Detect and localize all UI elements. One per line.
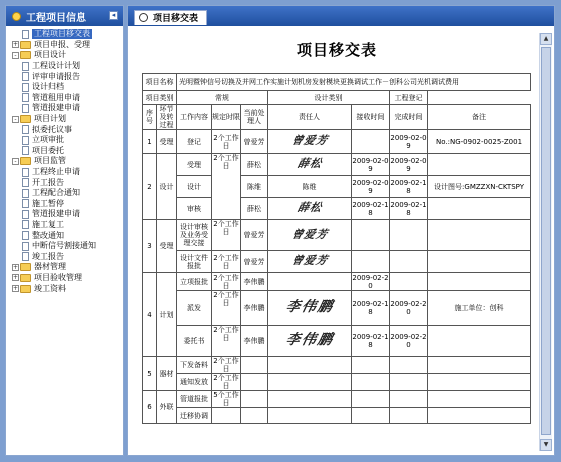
tree-item[interactable] [6,124,123,135]
collapse-toggle-icon[interactable]: - [12,52,19,59]
cell-person [268,374,352,391]
tree-item-label: 管道报建申请 [32,103,80,113]
transfer-form-table [142,73,531,424]
cell-remark: 设计图号:GMZZXN-CKTSPY [428,176,531,198]
cell-current: 李伟鹏 [241,326,268,357]
cell-recv: 2009-02-18 [352,326,390,357]
cell-limit: 2个工作日 [212,291,241,326]
tree-item-label: 项目验收管理 [34,272,82,282]
cell-limit: 2个工作日 [213,374,239,390]
signature-cell [268,130,352,154]
table-row [143,408,531,424]
doc-icon [22,210,29,219]
table-row [143,273,531,291]
tree-folder[interactable] [6,273,123,284]
doc-icon [22,136,29,145]
cell-done [390,391,428,408]
cell-link: 计划 [157,273,177,357]
table-row [143,326,531,357]
doc-icon [22,199,29,208]
cell-remark: 施工单位：创科 [428,291,531,326]
left-panel-title: 工程项目信息 [26,12,86,24]
tree-item-label: 管道报建申请 [32,209,80,219]
cell-work: 登记 [177,130,212,154]
project-name-value: 光明暨钟信号切换及并网工作实施计划机房发射模块更换调试工作－创科公司光机调试费用 [177,74,531,91]
cell-work: 审核 [177,198,212,220]
signature: 曾爱芳 [290,254,329,267]
tree-item-label: 开工报告 [32,177,64,187]
left-panel [5,5,124,456]
tree-item[interactable] [6,167,123,178]
signature: 薛松 [296,157,323,170]
signature: 曾爱芳 [290,134,329,147]
cell-current: 李伟鹏 [241,291,268,326]
tree-item-label: 项目申报、受理 [34,39,90,49]
tree-item-label: 项目委托 [32,145,64,155]
cell-link: 设计 [157,154,177,220]
cell-current: 曾爱芳 [241,130,268,154]
project-name-label: 项目名称 [143,74,177,91]
cell-limit: 2个工作日 [212,154,241,220]
tree-item[interactable] [6,209,123,220]
cell-done: 2009-02-20 [390,291,428,326]
tab-project-transfer[interactable] [134,10,207,25]
table-row [143,91,531,105]
expand-toggle-icon[interactable]: + [13,41,19,49]
cell-current [241,357,268,374]
cell-work: 受理 [177,154,212,176]
cell-remark [428,273,531,291]
tab-label: 项目移交表 [153,14,199,24]
signature-cell [268,251,352,273]
cell-current [241,391,268,408]
header-work: 工作内容 [177,105,212,130]
tree-item-label: 中断信号割接通知 [32,241,96,251]
tree-item[interactable] [6,220,123,231]
cell-done [390,251,428,273]
table-row [143,220,531,251]
cell-done: 2009-02-18 [390,176,428,198]
tree-item-label: 项目设计 [34,50,66,60]
table-row [143,176,531,198]
signature: 曾爱芳 [290,227,329,241]
cell-remark [428,198,531,220]
cell-recv [352,251,390,273]
cell-done [390,408,428,424]
cell-recv: 2009-02-09 [352,176,390,198]
left-panel-header [6,6,123,26]
tree-item[interactable] [6,199,123,210]
doc-icon [22,178,29,187]
tree-item[interactable] [6,71,123,82]
cell-seq: 4 [143,273,157,357]
cell-link: 受理 [157,220,177,273]
header-register: 工程登记 [390,91,428,105]
cell-seq: 2 [143,154,157,220]
tree-item-label: 器材管理 [34,262,66,272]
doc-icon [22,220,29,229]
right-panel [127,5,555,456]
header-limit: 规定时限 [212,105,241,130]
signature: 李伟鹏 [283,332,336,348]
tree-item[interactable] [6,146,123,157]
doc-icon [22,146,29,155]
header-design-type: 设计类别 [268,91,390,105]
cell-person [268,408,352,424]
vertical-scrollbar[interactable] [539,33,552,451]
tree-folder[interactable] [6,156,123,167]
header-recv-time: 接收时间 [352,105,390,130]
tree-item-label: 拟委托议事 [32,124,72,134]
table-row [143,291,531,326]
tree-item[interactable] [6,82,123,93]
tree-item[interactable] [6,93,123,104]
folder-icon [20,41,31,49]
cell-recv: 2009-02-18 [352,291,390,326]
table-row [143,374,531,391]
scroll-thumb[interactable] [541,47,551,435]
doc-icon [22,189,29,198]
project-tree [6,26,123,294]
cell-remark [428,391,531,408]
document-title: 项目移交表 [296,41,377,59]
cell-recv [352,357,390,374]
table-row [143,105,531,130]
cell-current: 李伟鹏 [241,273,268,291]
cell-recv [352,130,390,154]
cell-work: 委托书 [177,326,212,357]
expand-toggle-icon[interactable]: + [13,263,19,271]
cell-remark [428,326,531,357]
cell-person [268,391,352,408]
cell-work: 迁移协调 [177,408,212,424]
tree-item[interactable] [6,61,123,72]
tree-item-label: 竣工资料 [34,283,66,293]
cell-work: 设计审核及业务受理交接 [177,220,212,251]
tree-item[interactable] [6,251,123,262]
tree-item-label: 设计归档 [32,82,64,92]
tree-folder[interactable] [6,262,123,273]
doc-icon [22,72,29,81]
cell-limit: 2个工作日 [212,326,241,357]
header-category: 项目类别 [143,91,177,105]
collapse-icon[interactable]: ◂ [109,11,118,20]
folder-icon [20,51,31,59]
cell-current [241,374,268,391]
header-done-time: 完成时间 [390,105,428,130]
cell-done: 2009-02-09 [390,154,428,176]
table-row [143,154,531,176]
doc-icon [22,252,29,261]
scroll-down-icon[interactable]: ▼ [540,439,552,451]
header-current: 当前处理人 [241,105,268,130]
tree-item[interactable] [6,29,123,40]
tree-folder[interactable] [6,50,123,61]
tree-item-label: 施工复工 [32,219,64,229]
tree-item-label: 工程项目移交表 [34,29,90,39]
right-panel-header [128,6,554,26]
table-row [143,198,531,220]
signature-cell [268,220,352,251]
cell-seq: 3 [143,220,157,273]
tree-item-label: 管道租用申请 [32,92,80,102]
cell-current: 曾爱芳 [241,251,268,273]
cell-done [390,220,428,251]
cell-link: 器材 [157,357,177,391]
tree-item-label: 整改通知 [32,230,64,240]
expand-toggle-icon[interactable]: + [13,285,19,293]
cell-work: 管道报批 [177,391,212,408]
header-remark: 备注 [428,105,531,130]
cell-done: 2009-02-20 [390,326,428,357]
table-row [143,251,531,273]
cell-current [241,408,268,424]
table-row [143,391,531,408]
cell-recv: 2009-02-09 [352,154,390,176]
table-row [143,357,531,374]
cell-remark [428,251,531,273]
tree-item-label: 竣工报告 [32,251,64,261]
cell-remark [428,408,531,424]
tree-folder[interactable] [6,40,123,51]
doc-icon [22,104,29,113]
cell-limit: 2个工作日 [212,220,241,251]
cell-limit: 5个工作日 [213,391,239,407]
cell-limit: 2个工作日 [212,251,241,273]
cell-recv [352,220,390,251]
cell-seq: 6 [143,391,157,424]
collapse-toggle-icon[interactable]: - [12,158,19,165]
cell-recv [352,374,390,391]
cell-link: 受理 [157,130,177,154]
cell-limit: 2个工作日 [212,130,241,154]
tree-item-label: 工程终止申请 [32,167,80,177]
tree-item-label: 工程配合通知 [32,188,80,198]
collapse-toggle-icon[interactable]: - [12,116,19,123]
header-seq: 序号 [143,105,157,130]
cell-current: 陈维 [241,176,268,198]
cell-person [268,273,352,291]
cell-limit: 2个工作日 [213,357,239,373]
cell-done [390,357,428,374]
tree-item-label: 工程设计计划 [32,61,80,71]
tab-icon [139,13,148,22]
document-view [136,33,538,451]
tree-folder[interactable] [6,114,123,125]
signature-cell [268,154,352,176]
cell-remark [428,220,531,251]
cell-remark [428,357,531,374]
cell-seq: 5 [143,357,157,391]
cell-current: 薛松 [241,198,268,220]
tree-item[interactable] [6,241,123,252]
cell-link: 外联 [157,391,177,424]
tree-item[interactable] [6,230,123,241]
table-row [143,74,531,91]
cell-recv: 2009-02-18 [352,198,390,220]
cell-done [390,273,428,291]
doc-icon [22,93,29,102]
cell-done: 2009-02-18 [390,198,428,220]
cell-recv [352,408,390,424]
cell-person [268,357,352,374]
cell-work: 立项报批 [177,273,212,291]
cell-done [390,374,428,391]
doc-icon [22,125,29,134]
tree-item-label: 施工暂停 [32,198,64,208]
folder-icon [20,274,31,282]
tree-item-label: 项目监管 [34,156,66,166]
scroll-up-icon[interactable]: ▲ [540,33,552,45]
tree-item[interactable] [6,103,123,114]
cell-person: 陈维 [268,176,352,198]
tree-folder[interactable] [6,283,123,294]
cell-current: 曾爱芳 [241,220,268,251]
doc-icon [22,168,29,177]
expand-toggle-icon[interactable]: + [13,274,19,282]
cell-work: 通知发放 [177,374,212,391]
cell-recv: 2009-02-20 [352,273,389,290]
signature-cell [268,326,352,357]
cell-work: 设计 [177,176,212,198]
tree-item[interactable] [6,177,123,188]
doc-icon [22,62,29,71]
cell-current: 薛松 [241,154,268,176]
cell-seq: 1 [143,130,157,154]
doc-icon [22,30,29,39]
cell-work: 设计文件报批 [177,251,212,273]
header-routine: 常规 [177,91,268,105]
cell-work: 派发 [177,291,212,326]
tree-item-label: 项目计划 [34,114,66,124]
cell-remark [428,374,531,391]
tree-item[interactable] [6,135,123,146]
tree-item-label: 立项审批 [32,135,64,145]
cell-done: 2009-02-09 [390,130,428,154]
cell-work: 下发备料 [177,357,212,374]
cell-recv [352,391,390,408]
cell-limit: 2个工作日 [213,273,239,290]
tree-item[interactable] [6,188,123,199]
signature-cell [268,291,352,326]
folder-icon [20,157,31,165]
doc-icon [22,242,29,251]
doc-icon [22,231,29,240]
folder-icon [20,285,31,293]
cell-remark [428,154,531,176]
doc-icon [22,83,29,92]
header-bullet-icon [12,12,21,21]
folder-icon [20,115,31,123]
header-person: 责任人 [268,105,352,130]
table-row [143,130,531,154]
cell-remark: No.:NG-0902-0025-Z001 [428,130,531,154]
signature: 薛松 [296,201,323,214]
header-link: 环节及转过程 [157,105,177,130]
signature-cell [268,198,352,220]
cell-limit [212,408,241,424]
tree-item-label: 评审申请报告 [32,71,80,81]
folder-icon [20,263,31,271]
signature: 李伟鹏 [283,299,336,315]
